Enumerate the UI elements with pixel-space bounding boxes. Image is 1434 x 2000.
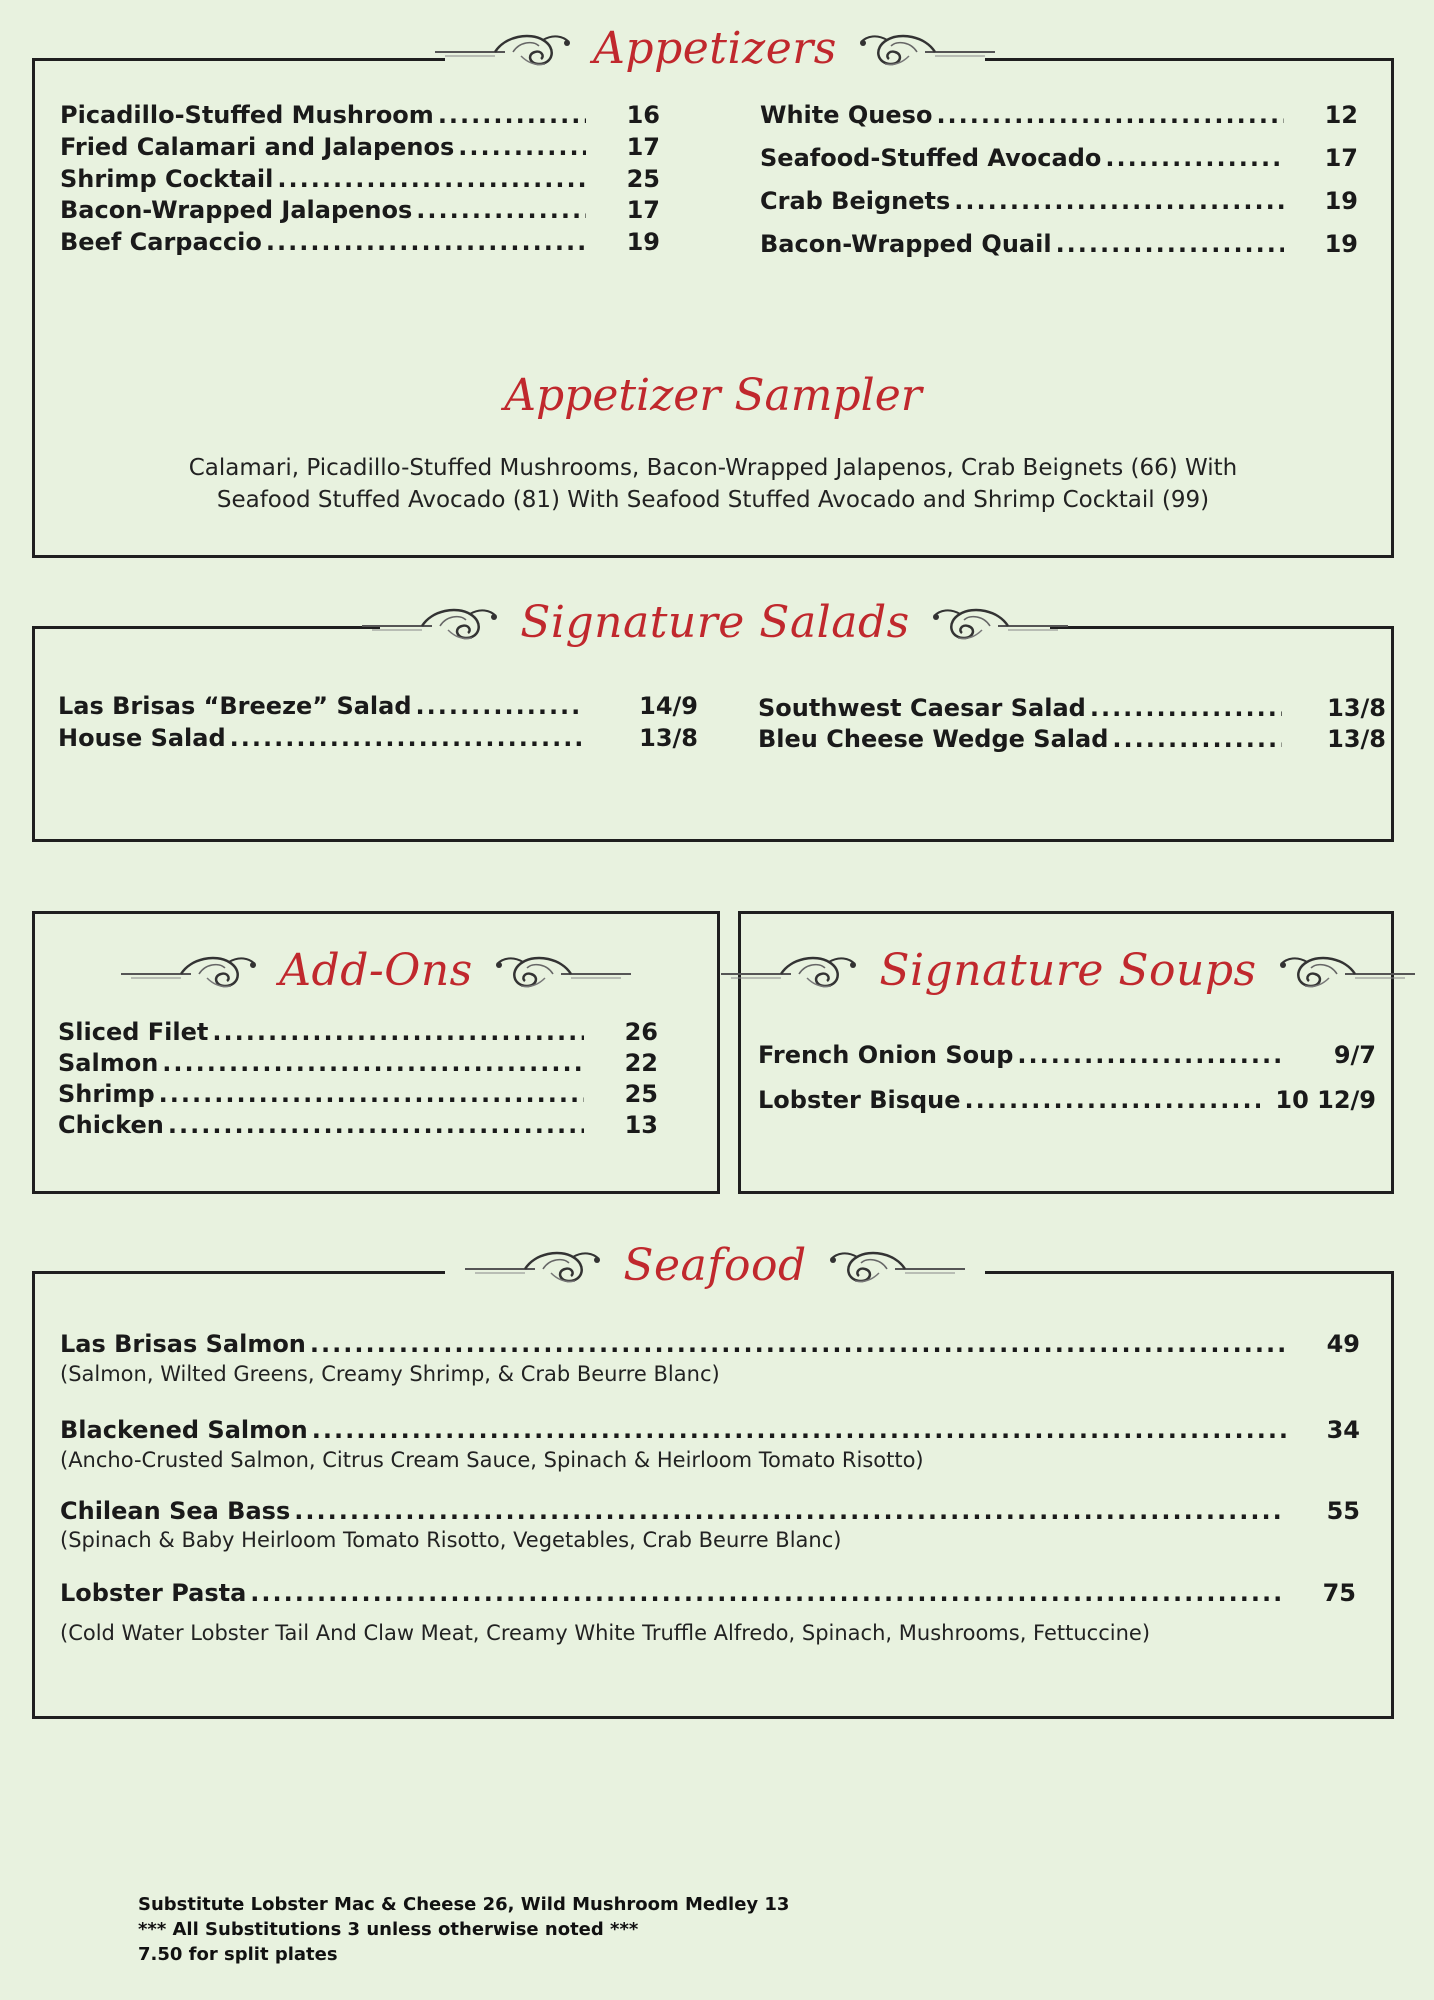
item-price: 10 12/9 [1275,1086,1376,1114]
appetizers-title: Appetizers [593,22,837,74]
flourish-right-icon [1275,948,1415,992]
item-description: (Salmon, Wilted Greens, Creamy Shrimp, & Crab Beurre Blanc) [60,1362,720,1386]
item-name: Bleu Cheese Wedge Salad [758,725,1109,753]
menu-item [60,1416,1360,1444]
item-price: 14/9 [639,692,698,720]
item-price: 12 [1324,101,1358,129]
item-description: (Spinach & Baby Heirloom Tomato Risotto, Vegetables, Crab Beurre Blanc) [60,1528,842,1552]
flourish-left-icon [721,948,861,992]
menu-item [60,1330,1360,1358]
item-name: Crab Beignets [760,187,951,215]
soups-heading [758,940,1378,1000]
flourish-left-icon [121,948,261,992]
item-name: Lobster Pasta [60,1579,247,1607]
flourish-left-icon [362,600,502,644]
menu-item [58,1080,658,1108]
addons-title: Add-Ons [279,944,473,996]
item-price: 22 [624,1049,658,1077]
item-name: Lobster Bisque [758,1086,961,1114]
item-price: 34 [1326,1416,1360,1444]
item-name: Seafood-Stuffed Avocado [760,144,1102,172]
sampler-title: Appetizer Sampler [504,370,922,421]
item-name: Bacon-Wrapped Jalapenos [60,196,413,224]
menu-item [760,187,1358,215]
seafood-heading [445,1235,985,1295]
item-name: Sliced Filet [58,1018,209,1046]
salads-title: Signature Salads [520,596,910,648]
flourish-left-icon [465,1243,605,1287]
item-price: 16 [626,101,660,129]
item-price: 55 [1326,1497,1360,1525]
menu-item [60,1497,1360,1525]
menu-item [60,228,660,256]
item-price: 49 [1326,1330,1360,1358]
item-name: White Queso [760,101,933,129]
addons-heading [60,940,692,1000]
menu-item [58,1049,658,1077]
note-line: *** All Substitutions 3 unless otherwise noted *** [138,1919,639,1940]
item-price: 9/7 [1333,1041,1376,1069]
menu-item [760,101,1358,129]
item-price: 17 [1324,144,1358,172]
item-price: 25 [624,1080,658,1108]
item-name: Blackened Salmon [60,1416,308,1444]
salads-heading [380,592,1050,652]
menu-item [60,101,660,129]
menu-item [758,725,1386,753]
note-line: Substitute Lobster Mac & Cheese 26, Wild Mushroom Medley 13 [138,1894,790,1915]
item-price: 19 [626,228,660,256]
item-description: (Ancho-Crusted Salmon, Citrus Cream Sauce, Spinach & Heirloom Tomato Risotto) [60,1448,924,1472]
item-name: Shrimp Cocktail [60,165,274,193]
item-name: Las Brisas Salmon [60,1330,306,1358]
substitution-notes [138,1892,1038,1967]
menu-item [58,724,698,752]
item-price: 25 [626,165,660,193]
item-name: Southwest Caesar Salad [758,694,1086,722]
item-price: 19 [1324,187,1358,215]
item-price: 17 [626,133,660,161]
item-price: 17 [626,196,660,224]
menu-item [58,1018,658,1046]
seafood-title: Seafood [623,1239,807,1291]
item-price: 13/8 [1327,694,1386,722]
appetizers-heading [445,18,985,78]
menu-item [58,1111,658,1139]
menu-item [758,694,1386,722]
item-price: 13 [624,1111,658,1139]
menu-item [60,165,660,193]
sampler-line: Calamari, Picadillo-Stuffed Mushrooms, Bacon-Wrapped Jalapenos, Crab Beignets (66) With [188,455,1238,481]
note-line: 7.50 for split plates [138,1944,338,1965]
flourish-right-icon [855,26,995,70]
menu-item [760,230,1358,258]
item-name: Shrimp [58,1080,155,1108]
menu-item [60,133,660,161]
item-price: 13/8 [639,724,698,752]
flourish-left-icon [435,26,575,70]
soups-title: Signature Soups [879,944,1257,996]
item-name: Chilean Sea Bass [60,1497,291,1525]
item-description: (Cold Water Lobster Tail And Claw Meat, Creamy White Truffle Alfredo, Spinach, Mushrooms, Fettuccine) [60,1621,1151,1645]
menu-item [60,1579,1356,1607]
flourish-right-icon [491,948,631,992]
menu-item [58,692,698,720]
item-name: Las Brisas “Breeze” Salad [58,692,412,720]
flourish-right-icon [928,600,1068,644]
item-price: 13/8 [1327,725,1386,753]
item-name: Salmon [58,1049,159,1077]
item-name: Picadillo-Stuffed Mushroom [60,101,434,129]
item-price: 19 [1324,230,1358,258]
item-name: Beef Carpaccio [60,228,262,256]
item-price: 75 [1322,1579,1356,1607]
item-name: French Onion Soup [758,1041,1014,1069]
item-name: Chicken [58,1111,164,1139]
menu-item [760,144,1358,172]
item-price: 26 [624,1018,658,1046]
menu-item [60,196,660,224]
menu-item [758,1041,1376,1069]
item-name: House Salad [58,724,226,752]
menu-item [758,1086,1376,1114]
sampler-description [32,452,1394,516]
sampler-line: Seafood Stuffed Avocado (81) With Seafood Stuffed Avocado and Shrimp Cocktail (99) [216,487,1210,513]
flourish-right-icon [825,1243,965,1287]
item-name: Fried Calamari and Jalapenos [60,133,455,161]
item-name: Bacon-Wrapped Quail [760,230,1052,258]
